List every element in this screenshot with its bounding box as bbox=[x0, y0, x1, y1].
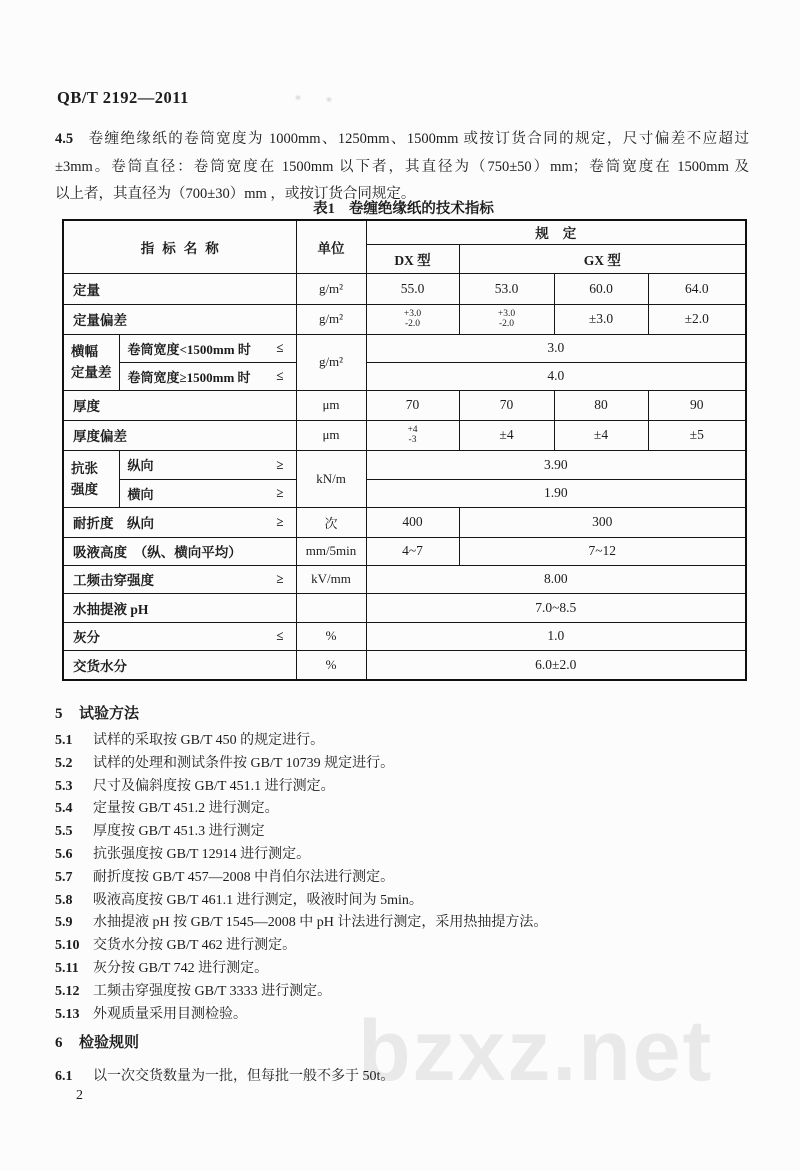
table-caption-title: 卷缠绝缘纸的技术指标 bbox=[348, 201, 494, 217]
table-row bbox=[63, 420, 746, 450]
list-item bbox=[55, 821, 547, 844]
list-item bbox=[55, 935, 547, 958]
clause-text: 卷缠绝缘纸的卷筒宽度为 1000mm、1250mm、1500mm 或按订货合同的规定，尺寸偏差不应超过 bbox=[87, 131, 749, 147]
header-unit: 单位 bbox=[296, 220, 366, 273]
scan-noise bbox=[327, 98, 331, 101]
header-indicator: 指标名称 bbox=[63, 220, 296, 273]
cell-basis-weight-dev-v3: ±3.0 bbox=[554, 304, 648, 334]
cell-breakdown-unit: kV/mm bbox=[296, 565, 366, 593]
section-6-title bbox=[55, 1031, 394, 1052]
group-label-line: 横幅 bbox=[71, 344, 98, 359]
tolerance-minus: -3 bbox=[408, 435, 417, 445]
section-heading: 检验规则 bbox=[79, 1035, 140, 1051]
table-row bbox=[63, 565, 746, 593]
item-text: 交货水分按 GB/T 462 进行测定。 bbox=[93, 938, 297, 954]
item-number: 5.6 bbox=[55, 846, 73, 862]
cell-thickness-dev-v3: ±4 bbox=[554, 420, 648, 450]
item-number: 5.5 bbox=[55, 824, 73, 840]
cell-basis-weight-label: 定量 bbox=[63, 273, 296, 304]
cell-cross-dev-row2-label bbox=[119, 362, 296, 390]
item-number: 5.4 bbox=[55, 801, 73, 817]
list-item bbox=[55, 798, 547, 821]
cell-folding-label bbox=[63, 507, 296, 537]
gte-symbol: ≥ bbox=[276, 456, 284, 472]
table-row bbox=[63, 334, 746, 362]
header-gx-type: GX 型 bbox=[459, 244, 746, 273]
tolerance-plus: +3.0 bbox=[403, 309, 422, 319]
list-item bbox=[55, 890, 547, 913]
cell-basis-weight-dev-v1 bbox=[366, 304, 459, 334]
item-number: 5.8 bbox=[55, 892, 73, 908]
table-row bbox=[63, 220, 746, 244]
spec-table-wrapper bbox=[62, 219, 747, 681]
table-row bbox=[63, 304, 746, 334]
table-caption bbox=[62, 197, 745, 218]
cell-basis-weight-v4: 64.0 bbox=[648, 273, 746, 304]
indicator-label: 工频击穿强度 bbox=[73, 573, 154, 588]
cell-basis-weight-v3: 60.0 bbox=[554, 273, 648, 304]
group-label-line: 定量差 bbox=[71, 365, 112, 380]
cell-cross-dev-row1-value: 3.0 bbox=[366, 334, 746, 362]
cell-ph-unit bbox=[296, 593, 366, 622]
cell-ash-unit: % bbox=[296, 622, 366, 650]
cell-basis-weight-dev-unit: g/m² bbox=[296, 304, 366, 334]
item-text: 试样的处理和测试条件按 GB/T 10739 规定进行。 bbox=[93, 755, 395, 771]
table-row bbox=[63, 593, 746, 622]
cell-folding-v-rest: 300 bbox=[459, 507, 746, 537]
table-row bbox=[63, 273, 746, 304]
cell-tensile-cd-value: 1.90 bbox=[366, 479, 746, 507]
item-text: 试样的采取按 GB/T 450 的规定进行。 bbox=[93, 733, 325, 748]
tolerance-plus: +3.0 bbox=[497, 309, 516, 319]
gte-symbol: ≥ bbox=[276, 571, 284, 586]
cell-absorption-v-rest: 7~12 bbox=[459, 537, 746, 565]
item-number: 5.10 bbox=[55, 938, 80, 954]
cell-thickness-dev-v4: ±5 bbox=[648, 420, 746, 450]
cell-breakdown-value: 8.00 bbox=[366, 565, 746, 593]
item-number: 5.1 bbox=[55, 733, 73, 748]
cell-absorption-unit: mm/5min bbox=[296, 537, 366, 565]
cell-tensile-group bbox=[63, 450, 119, 507]
item-text: 尺寸及偏斜度按 GB/T 451.1 进行测定。 bbox=[93, 778, 335, 794]
cell-folding-v1: 400 bbox=[366, 507, 459, 537]
item-text: 厚度按 GB/T 451.3 进行测定 bbox=[93, 824, 265, 840]
cell-tensile-md-value: 3.90 bbox=[366, 450, 746, 479]
cell-basis-weight-v2: 53.0 bbox=[459, 273, 554, 304]
cell-thickness-dev-label: 厚度偏差 bbox=[63, 420, 296, 450]
header-dx-type: DX 型 bbox=[366, 244, 459, 273]
cell-thickness-v3: 80 bbox=[554, 390, 648, 420]
clause-line-1 bbox=[55, 126, 749, 154]
item-number: 5.13 bbox=[55, 1006, 80, 1022]
spec-table bbox=[62, 219, 747, 681]
table-row bbox=[63, 479, 746, 507]
cell-ph-value: 7.0~8.5 bbox=[366, 593, 746, 622]
clause-number: 4.5 bbox=[55, 131, 74, 147]
section-6 bbox=[55, 1031, 394, 1089]
cell-cross-dev-unit: g/m² bbox=[296, 334, 366, 390]
item-text: 定量按 GB/T 451.2 进行测定。 bbox=[93, 801, 279, 817]
clause-line-2: ±3mm。卷筒直径：卷筒宽度在 1500mm 以下者，其直径为（750±50）mm；卷筒宽度在 1500mm 及 bbox=[55, 158, 749, 175]
list-item bbox=[55, 1004, 547, 1027]
indicator-label: 灰分 bbox=[73, 630, 100, 645]
cell-thickness-label: 厚度 bbox=[63, 390, 296, 420]
cell-thickness-dev-unit: μm bbox=[296, 420, 366, 450]
cell-cross-dev-row2-value: 4.0 bbox=[366, 362, 746, 390]
standard-code: QB/T 2192—2011 bbox=[57, 88, 189, 107]
cell-ash-value: 1.0 bbox=[366, 622, 746, 650]
page-number: 2 bbox=[76, 1088, 83, 1103]
tolerance-plus: +4 bbox=[407, 425, 418, 435]
item-text: 外观质量采用目测检验。 bbox=[93, 1006, 247, 1022]
list-item bbox=[55, 1065, 394, 1089]
cell-thickness-dev-v2: ±4 bbox=[459, 420, 554, 450]
indicator-label: 耐折度 纵向 bbox=[73, 516, 154, 531]
table-row bbox=[63, 537, 746, 565]
item-number: 5.3 bbox=[55, 778, 73, 794]
item-number: 5.2 bbox=[55, 755, 73, 771]
cell-folding-unit: 次 bbox=[296, 507, 366, 537]
item-number: 5.7 bbox=[55, 869, 73, 885]
table-row bbox=[63, 507, 746, 537]
list-item bbox=[55, 958, 547, 981]
section-number: 5 bbox=[55, 706, 63, 722]
cell-thickness-v2: 70 bbox=[459, 390, 554, 420]
lte-symbol: ≤ bbox=[276, 368, 284, 383]
cell-breakdown-label bbox=[63, 565, 296, 593]
cell-thickness-dev-v1 bbox=[366, 420, 459, 450]
cell-ph-label: 水抽提液 pH bbox=[63, 593, 296, 622]
cell-absorption-label: 吸液高度 （纵、横向平均） bbox=[63, 537, 296, 565]
cell-absorption-v1: 4~7 bbox=[366, 537, 459, 565]
group-label-line: 强度 bbox=[71, 481, 98, 497]
section-5 bbox=[55, 702, 547, 1026]
cell-moisture-value: 6.0±2.0 bbox=[366, 650, 746, 680]
tolerance-minus: -2.0 bbox=[404, 319, 421, 329]
list-item bbox=[55, 912, 547, 935]
tolerance-minus: -2.0 bbox=[498, 319, 515, 329]
cell-moisture-label: 交货水分 bbox=[63, 650, 296, 680]
list-item bbox=[55, 844, 547, 867]
list-item bbox=[55, 981, 547, 1004]
cell-thickness-v1: 70 bbox=[366, 390, 459, 420]
item-number: 6.1 bbox=[55, 1069, 73, 1084]
item-text: 耐折度按 GB/T 457—2008 中肖伯尔法进行测定。 bbox=[93, 869, 395, 885]
cell-moisture-unit: % bbox=[296, 650, 366, 680]
section-5-items bbox=[55, 730, 547, 1026]
table-row bbox=[63, 450, 746, 479]
header-spec: 规定 bbox=[366, 220, 746, 244]
lte-symbol: ≤ bbox=[276, 340, 284, 355]
cell-basis-weight-unit: g/m² bbox=[296, 273, 366, 304]
item-number: 5.12 bbox=[55, 983, 80, 999]
cell-basis-weight-dev-v2 bbox=[459, 304, 554, 334]
cell-thickness-unit: μm bbox=[296, 390, 366, 420]
table-row bbox=[63, 650, 746, 680]
list-item bbox=[55, 730, 547, 753]
cell-tensile-cd-label bbox=[119, 479, 296, 507]
watermark: bzxz.net bbox=[358, 1003, 714, 1099]
cell-basis-weight-dev-v4: ±2.0 bbox=[648, 304, 746, 334]
table-row bbox=[63, 622, 746, 650]
section-heading: 试验方法 bbox=[79, 706, 140, 722]
gte-symbol: ≥ bbox=[276, 485, 284, 500]
cell-thickness-v4: 90 bbox=[648, 390, 746, 420]
item-text: 水抽提液 pH 按 GB/T 1545—2008 中 pH 计法进行测定，采用热抽提方法。 bbox=[93, 915, 548, 931]
cell-basis-weight-v1: 55.0 bbox=[366, 273, 459, 304]
item-text: 吸液高度按 GB/T 461.1 进行测定，吸液时间为 5min。 bbox=[93, 892, 423, 908]
cell-tensile-unit: kN/m bbox=[296, 450, 366, 507]
item-text: 灰分按 GB/T 742 进行测定。 bbox=[93, 960, 269, 976]
lte-symbol: ≤ bbox=[276, 628, 284, 643]
list-item bbox=[55, 867, 547, 890]
item-number: 5.11 bbox=[55, 960, 79, 976]
table-row bbox=[63, 390, 746, 420]
cell-tensile-md-label bbox=[119, 450, 296, 479]
scan-noise bbox=[296, 96, 300, 99]
cell-cross-dev-group bbox=[63, 334, 119, 390]
item-text: 抗张强度按 GB/T 12914 进行测定。 bbox=[93, 846, 311, 862]
item-text: 工频击穿强度按 GB/T 3333 进行测定。 bbox=[93, 983, 332, 999]
list-item bbox=[55, 753, 547, 776]
item-number: 5.9 bbox=[55, 915, 73, 931]
section-number: 6 bbox=[55, 1035, 63, 1051]
condition-label: 卷筒宽度≥1500mm 时 bbox=[127, 369, 251, 385]
list-item bbox=[55, 776, 547, 799]
direction-label: 纵向 bbox=[127, 458, 154, 473]
group-label-line: 抗张 bbox=[71, 460, 98, 476]
clause-line-3: 以上者，其直径为（700±30）mm ，或按订货合同规定。 bbox=[55, 186, 416, 202]
cell-basis-weight-dev-label: 定量偏差 bbox=[63, 304, 296, 334]
table-row bbox=[63, 362, 746, 390]
cell-cross-dev-row1-label bbox=[119, 334, 296, 362]
table-caption-number: 表1 bbox=[313, 201, 335, 217]
section-5-title bbox=[55, 702, 547, 723]
item-text: 以一次交货数量为一批，但每批一般不多于 50t。 bbox=[93, 1069, 395, 1084]
gte-symbol: ≥ bbox=[276, 514, 284, 529]
condition-label: 卷筒宽度<1500mm 时 bbox=[127, 341, 251, 357]
cell-ash-label bbox=[63, 622, 296, 650]
direction-label: 横向 bbox=[127, 486, 154, 502]
